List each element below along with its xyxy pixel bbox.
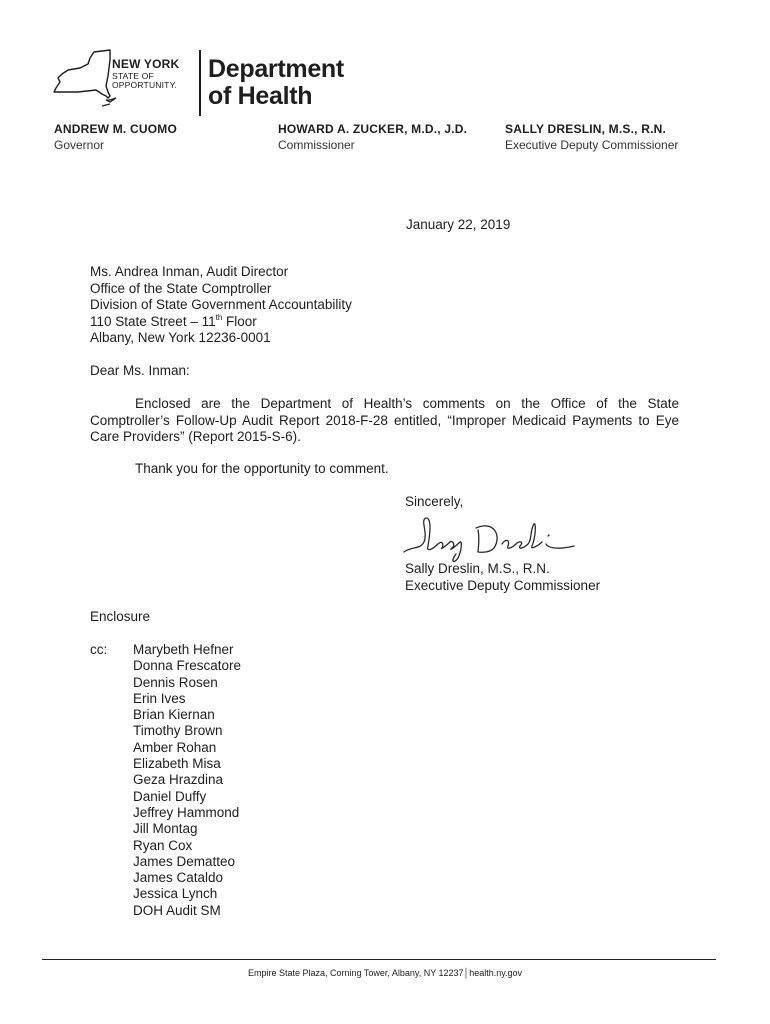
department-line-2: of Health [208,82,313,110]
body-paragraph: Enclosed are the Department of Health’s comments on the Office of the State Comptroller’s Follow-Up Audit Report 2018-F-28 entitled, “Improper Medicaid Payments to Eye Care Providers” (Report 2015-S-6). [90,396,679,444]
salutation: Dear Ms. Inman: [90,363,190,378]
recipient-address [90,264,352,347]
recipient-street [90,314,352,331]
signer-title: Executive Deputy Commissioner [405,578,601,593]
nys-logo [50,46,200,116]
cc-recipient: Jessica Lynch [133,886,218,902]
official-executive-deputy [505,121,678,153]
cc-recipient: Timothy Brown [133,723,223,739]
enclosure-note: Enclosure [90,609,151,624]
cc-recipient: Donna Frescatore [133,658,242,674]
recipient-line: Division of State Government Accountability [90,297,352,312]
handwritten-signature [398,506,598,568]
closing: Sincerely, [405,494,464,509]
footer-address: Empire State Plaza, Corning Tower, Albany, NY 12237│health.ny.gov [247,968,523,978]
ordinal-suffix: th [215,312,223,322]
letterhead-divider [199,50,201,116]
official-name: ANDREW M. CUOMO [54,122,177,136]
cc-recipient: James Cataldo [133,870,224,886]
cc-list [133,642,241,919]
footer-rule [42,959,716,960]
official-governor [54,121,177,153]
cc-recipient: Geza Hrazdina [133,772,224,788]
cc-recipient: Amber Rohan [133,739,217,755]
official-title: Governor [54,138,105,152]
official-title: Executive Deputy Commissioner [505,138,679,152]
cc-recipient: Elizabeth Misa [133,756,221,772]
logo-state-name: NEW YORK [112,57,180,71]
cc-label: cc: [90,642,108,657]
cc-recipient: Ryan Cox [133,837,193,853]
signer-block [405,560,600,594]
recipient-line: Ms. Andrea Inman, Audit Director [90,264,289,279]
letter-date: January 22, 2019 [406,217,511,232]
street-text: 110 State Street – 11 [90,313,216,329]
cc-recipient: Jeffrey Hammond [133,804,240,820]
logo-tagline-2: OPPORTUNITY. [112,80,177,90]
official-name: SALLY DRESLIN, M.S., R.N. [505,122,667,136]
cc-recipient: James Dematteo [133,853,236,869]
cc-recipient: Daniel Duffy [133,788,207,804]
new-york-state-outline-icon [50,46,120,116]
official-commissioner [278,121,467,153]
cc-recipient: DOH Audit SM [133,902,221,918]
official-title: Commissioner [278,138,355,152]
cc-recipient: Dennis Rosen [133,674,218,690]
thanks-line: Thank you for the opportunity to comment. [135,461,389,476]
cc-recipient: Jill Montag [133,821,198,837]
floor-text: Floor [222,313,257,329]
logo-tagline-1: STATE OF [112,71,154,81]
cc-recipient: Erin Ives [133,690,186,706]
recipient-line: Albany, New York 12236-0001 [90,330,271,345]
signer-name: Sally Dreslin, M.S., R.N. [405,561,550,576]
official-name: HOWARD A. ZUCKER, M.D., J.D. [278,122,468,136]
department-name [208,56,344,110]
cc-recipient: Marybeth Hefner [133,642,234,657]
department-line-1: Department [208,55,344,83]
cc-recipient: Brian Kiernan [133,707,215,723]
recipient-line: Office of the State Comptroller [90,280,272,296]
